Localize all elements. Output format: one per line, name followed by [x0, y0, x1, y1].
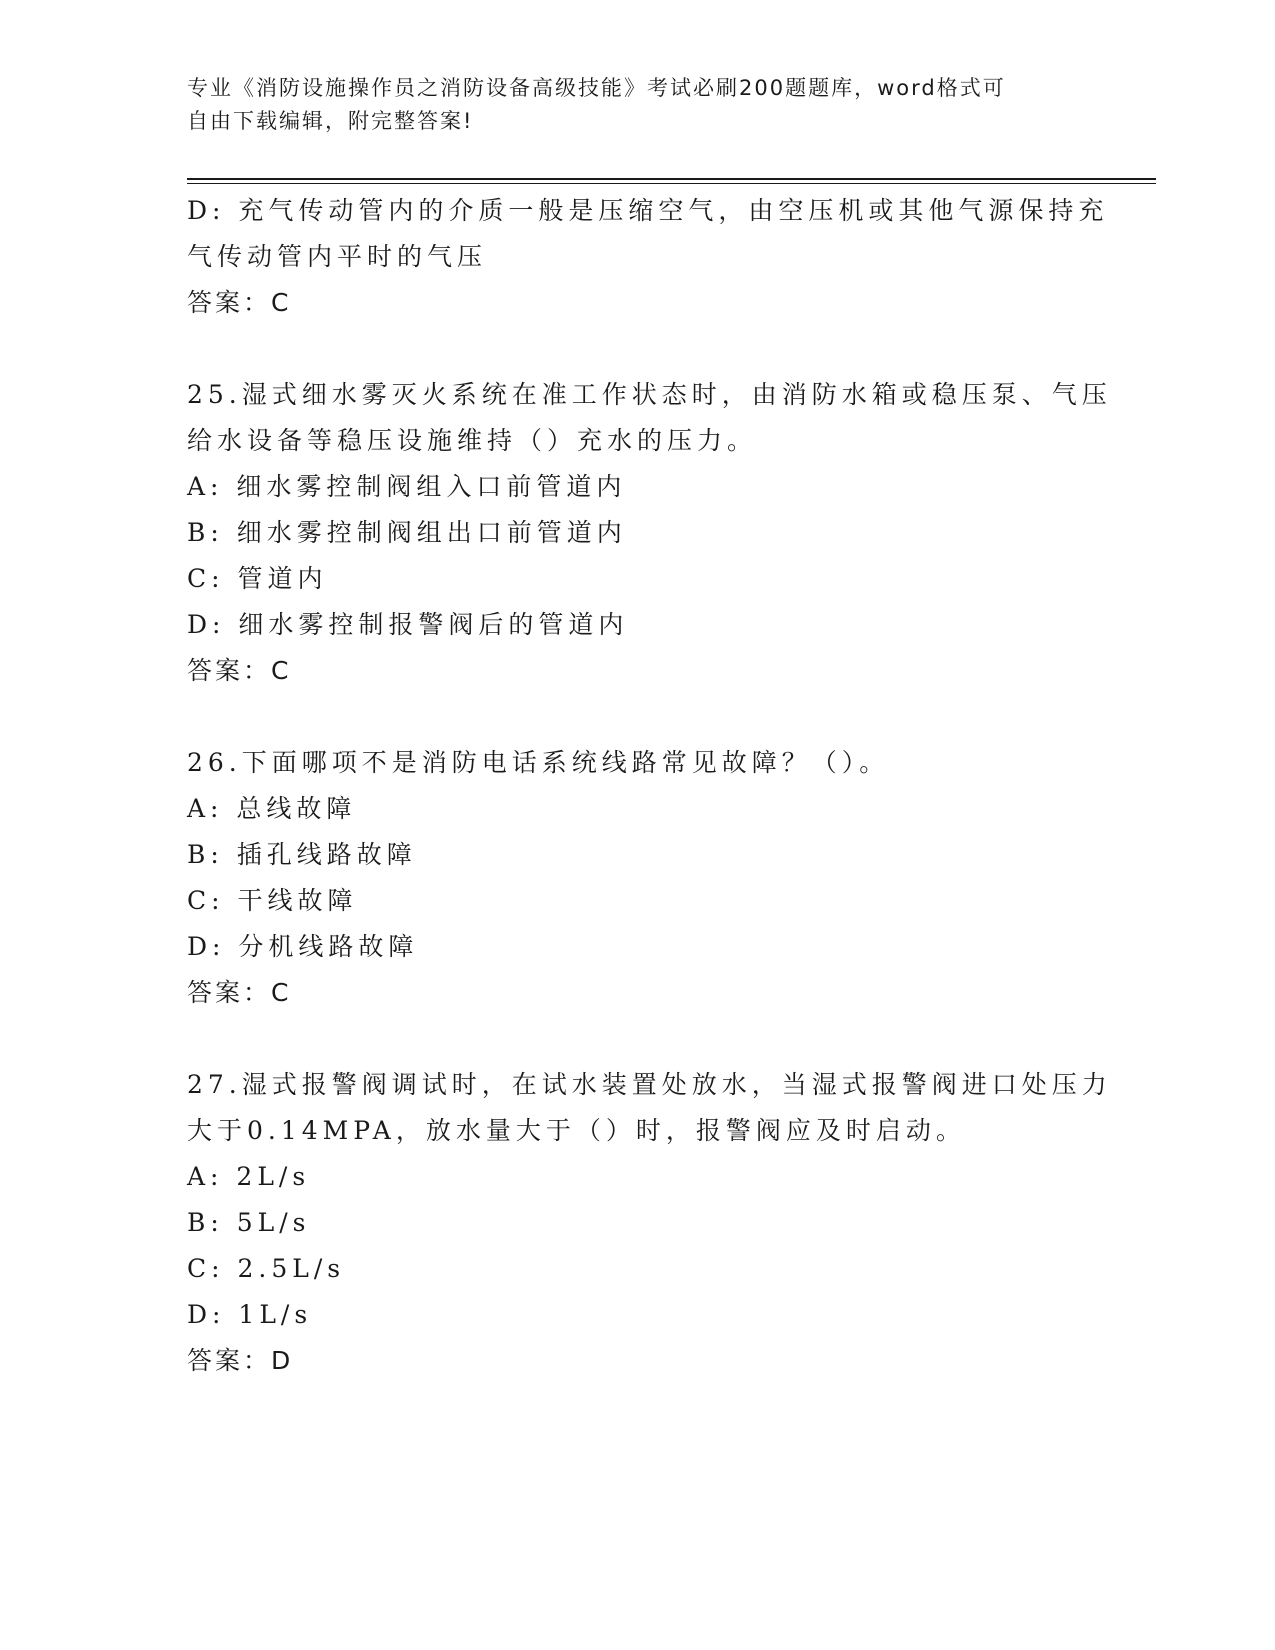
question-stem-line-1: 26.下面哪项不是消防电话系统线路常见故障？（）。	[187, 748, 890, 777]
previous-question-tail	[187, 188, 1109, 326]
option-b: B: 5L/s	[187, 1208, 311, 1237]
option-b: B: 插孔线路故障	[187, 840, 417, 869]
option-c: C: 管道内	[187, 564, 328, 593]
option-a: A: 细水雾控制阀组入口前管道内	[187, 472, 627, 501]
header-line-2: 自由下载编辑，附完整答案!	[187, 109, 474, 133]
spacer	[187, 694, 1087, 740]
answer-label: 答案：C	[187, 978, 292, 1007]
header-divider-thin	[187, 183, 1156, 184]
answer-label: 答案：C	[187, 288, 292, 317]
option-b: B: 细水雾控制阀组出口前管道内	[187, 518, 627, 547]
option-a: A: 总线故障	[187, 794, 357, 823]
option-d: D: 细水雾控制报警阀后的管道内	[187, 610, 629, 639]
question-content	[187, 188, 1112, 1384]
question-27	[187, 1062, 1112, 1384]
option-d-line-2: 气传动管内平时的气压	[187, 242, 488, 271]
option-c: C: 2.5L/s	[187, 1254, 346, 1283]
document-header	[187, 72, 1087, 138]
question-25	[187, 372, 1112, 694]
option-d-line-1: D: 充气传动管内的介质一般是压缩空气，由空压机或其他气源保持充	[187, 196, 1109, 225]
option-c: C: 干线故障	[187, 886, 358, 915]
header-line-1: 专业《消防设施操作员之消防设备高级技能》考试必刷200题题库，word格式可	[187, 76, 1006, 100]
option-d: D: 1L/s	[187, 1300, 313, 1329]
question-stem-line-1: 25.湿式细水雾灭火系统在准工作状态时，由消防水箱或稳压泵、气压	[187, 380, 1112, 409]
answer-label: 答案：D	[187, 1346, 294, 1375]
option-a: A: 2L/s	[187, 1162, 311, 1191]
option-d: D: 分机线路故障	[187, 932, 419, 961]
question-stem-line-2: 大于0.14MPA，放水量大于（）时，报警阀应及时启动。	[187, 1116, 966, 1145]
question-stem-line-1: 27.湿式报警阀调试时，在试水装置处放水，当湿式报警阀进口处压力	[187, 1070, 1112, 1099]
spacer	[187, 1016, 1087, 1062]
header-divider-thick	[187, 178, 1156, 180]
answer-label: 答案：C	[187, 656, 292, 685]
question-26	[187, 740, 1087, 1016]
question-stem-line-2: 给水设备等稳压设施维持（）充水的压力。	[187, 426, 758, 455]
spacer	[187, 326, 1087, 372]
